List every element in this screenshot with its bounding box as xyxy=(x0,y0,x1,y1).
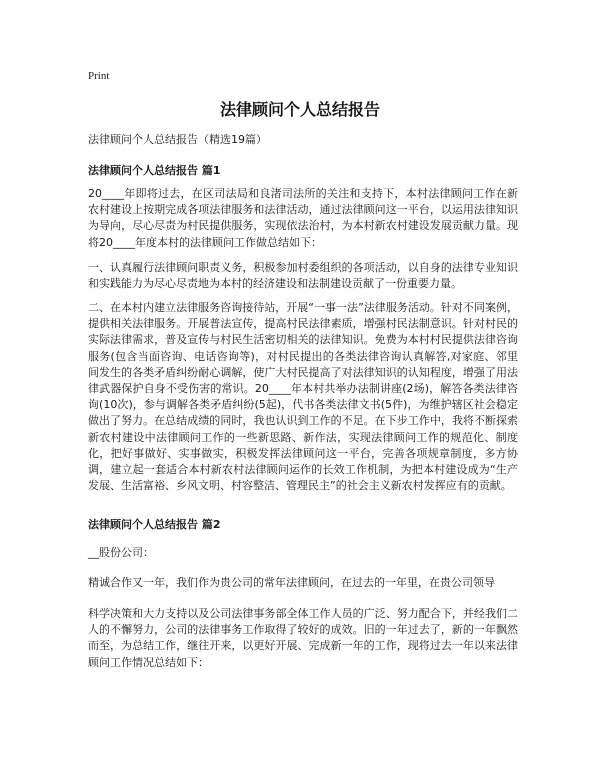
section-2-paragraph-2: 科学决策和大力支持以及公司法律事务部全体工作人员的广泛、努力配合下，并经我们二人的不懈努力，公司的法律事务工作取得了较好的成效。旧的一年过去了，新的一年飘然而至，为总结工作，继往开来，以更好开展、完成新一年的工作，现将过去一年以来法律顾问工作情况总结如下： xyxy=(88,607,518,669)
section-1-paragraph-3: 二、在本村内建立法律服务咨询接待站，开展“一事一法”法律服务活动。针对不同案例，提供相关法律服务。开展普法宣传，提高村民法律素质，增强村民法制意识。针对村民的实际法律需求，普及宣传与村民生活密切相关的法律知识。免费为本村村民提供法律咨询服务(包含当面咨询、电话咨询等)，对村民提出的各类法律咨询认真解答,对家庭、邻里间发生的各类矛盾纠纷耐心调解，使广大村民提高了对法律知识的认知程度，增强了用法律武器保护自身不受伤害的常识。20____年本村共举办法制讲座(2场)，解答各类法律咨询(10次)，参与调解各类矛盾纠纷(5起)，代书各类法律文书(5件)，为维护辖区社会稳定做出了努力。在总结成绩的同时，我也认识到工作的不足。在下步工作中，我将不断探索新农村建设中法律顾问工作的一些新思路、新作法，实现法律顾问工作的规范化、制度化，把好事做好、实事做实，积极发挥法律顾问这一平台，完善各项规章制度，多方协调，建立起一套适合本村新农村法律顾问运作的长效工作机制，为把本村建设成为“生产发展、生活富裕、乡风文明、村容整洁、管理民主”的社会主义新农村发挥应有的贡献。 xyxy=(88,301,518,493)
section-1-paragraph-1: 20____年即将过去，在区司法局和良渚司法所的关注和支持下，本村法律顾问工作在新农村建设上按期完成各项法律服务和法律活动，通过法律顾问这一平台，以运用法律知识为导向，尽心尽责为村民提供服务，实现依法治村，为本村新农村建设发展贡献力量。现将20____年度本村的法律顾问工作做总结如下： xyxy=(88,187,518,249)
section-2-salutation: __股份公司： xyxy=(88,546,154,559)
print-label[interactable]: Print xyxy=(88,70,110,82)
section-1-paragraph-2: 一、认真履行法律顾问职责义务，积极参加村委组织的各项活动，以自身的法律专业知识和实践能力为尽心尽责地为本村的经济建设和法制建设贡献了一份重要力量。 xyxy=(88,261,518,291)
section-2-paragraph-1: 精诚合作又一年，我们作为贵公司的常年法律顾问，在过去的一年里，在贵公司领导 xyxy=(88,576,495,589)
section-1-heading: 法律顾问个人总结报告 篇1 xyxy=(88,164,221,177)
section-2-heading: 法律顾问个人总结报告 篇2 xyxy=(88,518,221,531)
page-title: 法律顾问个人总结报告 xyxy=(219,100,380,119)
document-subtitle: 法律顾问个人总结报告（精选19篇） xyxy=(88,133,267,146)
